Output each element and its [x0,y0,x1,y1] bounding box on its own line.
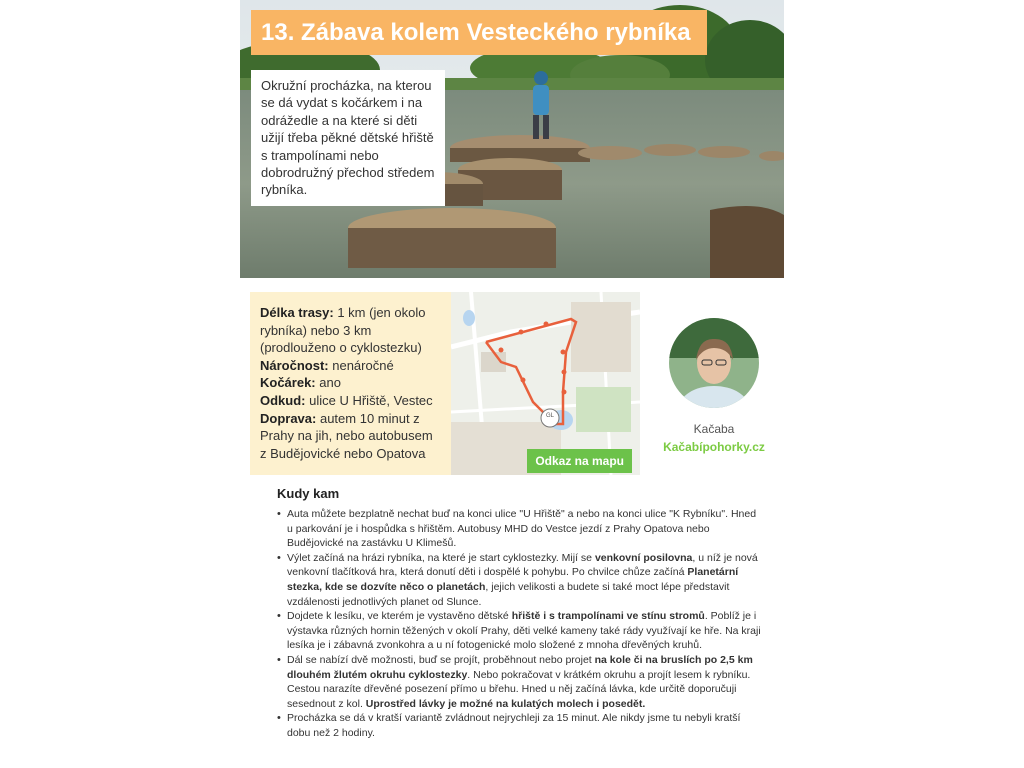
length-row [260,304,441,357]
list-item-bold: Uprostřed lávky je možné na kulatých molech i posedět. [365,697,646,710]
from-value: ulice U Hřiště, Vestec [305,392,433,408]
list-item-bold: venkovní posilovna [594,551,693,564]
stroller-label: Kočárek: [260,375,316,391]
author-site-link[interactable]: Kačabípohorky.cz [663,440,765,454]
from-row [260,392,441,410]
transport-label: Doprava: [260,410,317,426]
from-label: Odkud: [260,392,306,408]
section-heading: Kudy kam [277,486,340,501]
article-page [240,0,784,768]
list-item-text: Výlet začíná na hrázi rybníka, na které je start cyklostezky. Mijí se [287,551,595,564]
intro-text: Okružní procházka, na kterou se dá vydat s kočárkem i na odrážedle a na které si děti užijí třeba pěkné dětské hřiště s trampolínami nebo dobrodružný přechod středem rybníka. [251,70,445,206]
list-item [287,551,761,609]
list-item-bold: na kole či na bruslích po 2,5 km dlouhém žlutém okruhu cyklostezky [287,653,753,681]
list-item-text: Auta můžete bezplatně nechat buď na konci ulice "U Hřiště" a nebo na konci ulice "K Rybníku". Hned u parkování je i hospůdka s hřištěm. Autobusy MHD do Vestce jezdí z Prahy Opatova nebo Budějovické na zastávku U Klimešů. [287,508,757,550]
list-item-bold: Planetární stezka, kde se dozvíte něco o planetách [287,566,739,593]
author-card [644,318,784,458]
author-name: Kačaba [693,422,735,436]
avatar-image [669,318,759,408]
stroller-value: ano [315,375,341,391]
list-item-text: Procházka se dá v kratší variantě zvládnout nejrychleji za 15 minut. Ale nikdy jsme tu nebyli kratší dobu než 2 hodiny. [287,712,741,739]
list-item [287,507,761,551]
avatar [669,318,759,408]
list-item [287,653,761,711]
page-title: 13. Zábava kolem Vesteckého rybníka [251,10,707,55]
list-item [287,711,761,740]
stroller-row [260,374,441,392]
list-item-text: , jejich velikosti a budete si také moct lépe představit vzdálenosti jednotlivých planet od Slunce. [287,580,730,608]
list-item [287,609,761,653]
length-label: Délka trasy: [260,305,334,320]
directions-section [277,486,761,741]
trip-info-box [250,292,451,475]
difficulty-value: nenáročné [328,357,394,373]
length-value: 1 km (jen okolo rybníka) nebo 3 km (prodlouženo o cyklostezku) [260,305,426,356]
hero-photo [240,0,784,278]
list-item-text: . Nebo pokračovat v krátkém okruhu a projít lesem k rybníku. Cestou narazíte dřevěné posezení přímo u břehu. Hned u něj začíná lávka, kde určitě doporučuji sesednout z kol. [287,668,751,710]
transport-value: autem 10 minut z Prahy na jih, nebo autobusem z Budějovické nebo Opatova [260,410,433,461]
list-item-text: . Poblíž je i výstavka různých hornin těžených v okolí Prahy, děti velké kameny také rády využívají ke hře. Na kraji lesíka je i zábavná zvonkohra a u ní fotogenické molo složené z mnoha dřevěných kruhů. [287,610,761,652]
list-item-bold: hřiště i s trampolínami ve stínu stromů [511,610,705,623]
map-marker-label: GL [545,413,554,419]
transport-row [260,410,441,463]
list-item-text: , u níž je nová venkovní tlačítková hra, která donutí děti i dospělé k pohybu. Po chvilce chůze začíná [287,551,758,579]
route-map[interactable] [451,292,640,475]
difficulty-label: Náročnost: [260,357,329,373]
difficulty-row [260,357,441,375]
map-graphic [451,292,640,475]
directions-list [277,507,761,741]
map-link-button[interactable]: Odkaz na mapu [527,449,632,473]
list-item-text: Dojdete k lesíku, ve kterém je vystavěno dětské [287,610,512,623]
list-item-text: Dál se nabízí dvě možnosti, buď se projít, proběhnout nebo projet [287,653,595,666]
